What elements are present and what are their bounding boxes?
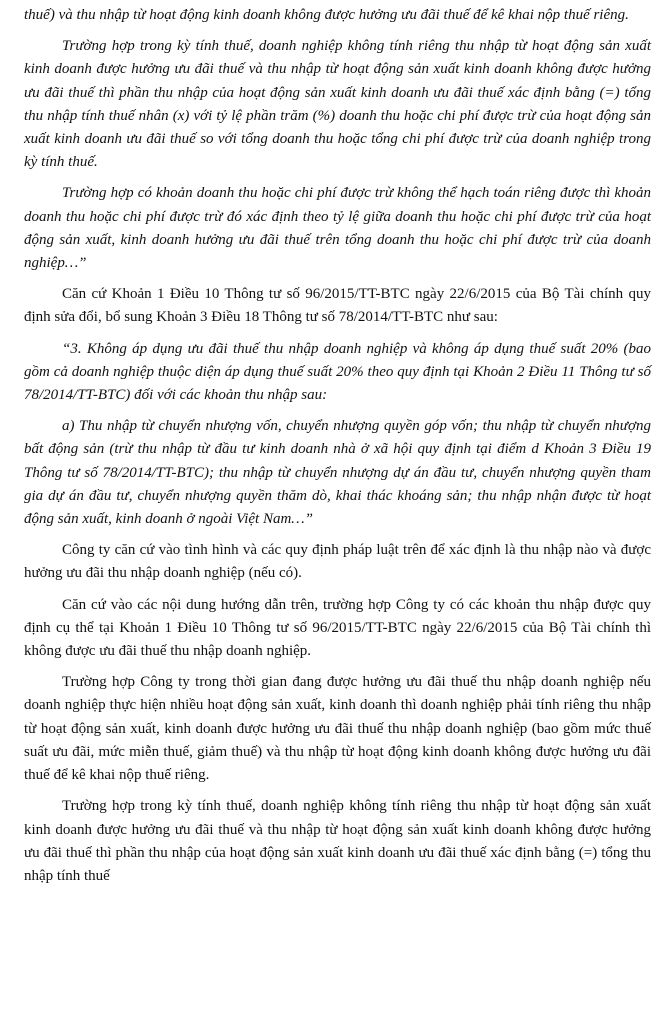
paragraph-5-italic-quote-clause-3: “3. Không áp dụng ưu đãi thuế thu nhập doanh nghiệp và không áp dụng thuế suất 20% (bao gồm cả doanh nghiệp thuộc diện áp dụng thuế suất 20% theo quy định tại Khoản 2 Điều 11 Thông tư số 78/2014/TT-BTC) đối với các khoản thu nhập sau: [24, 340, 651, 404]
paragraph-2-italic-income-allocation: Trường hợp trong kỳ tính thuế, doanh nghiệp không tính riêng thu nhập từ hoạt động sản xuất kinh doanh được hưởng ưu đãi thuế và thu nhập từ hoạt động sản xuất kinh doanh không được hưởng ưu đãi thuế thì phần thu nhập của hoạt động sản xuất kinh doanh ưu đãi thuế xác định bằng (=) tổng thu nhập tính thuế nhân (x) với tỷ lệ phần trăm (%) doanh thu hoặc chi phí được trừ của hoạt động sản xuất kinh doanh ưu đãi thuế so với tổng doanh thu hoặc tổng chi phí được trừ của doanh nghiệp trong kỳ tính thuế. [24, 38, 651, 171]
paragraph-1-italic-continuation: thuế) và thu nhập từ hoạt động kinh doanh không được hưởng ưu đãi thuế để kê khai nộp thuế riêng. [24, 7, 629, 23]
paragraph-10-allocation-case: Trường hợp trong kỳ tính thuế, doanh nghiệp không tính riêng thu nhập từ hoạt động sản xuất kinh doanh được hưởng ưu đãi thuế và thu nhập từ hoạt động sản xuất kinh doanh không được hưởng ưu đãi thuế thì phần thu nhập của hoạt động sản xuất kinh doanh ưu đãi thuế xác định bằng (=) tổng thu nhập tính thuế [24, 798, 651, 884]
paragraph-7-company-determination: Công ty căn cứ vào tình hình và các quy định pháp luật trên để xác định là thu nhập nào và được hưởng ưu đãi thu nhập doanh nghiệp (nếu có). [24, 542, 651, 582]
paragraph-6-italic-quote-item-a: a) Thu nhập từ chuyển nhượng vốn, chuyển nhượng quyền góp vốn; thu nhập từ chuyển nhượng bất động sản (trừ thu nhập từ đầu tư kinh doanh nhà ở xã hội quy định tại điểm d Khoản 3 Điều 19 Thông tư số 78/2014/TT-BTC); thu nhập từ chuyển nhượng dự án đầu tư, chuyển nhượng quyền tham gia dự án đầu tư, chuyển nhượng quyền thăm dò, khai thác khoáng sản; thu nhập nhận được từ hoạt động sản xuất, kinh doanh ở ngoài Việt Nam…” [24, 418, 651, 528]
paragraph-3-italic-revenue-ratio: Trường hợp có khoản doanh thu hoặc chi phí được trừ không thể hạch toán riêng được thì khoản doanh thu hoặc chi phí được trừ đó xác định theo tỷ lệ giữa doanh thu hoặc chi phí được trừ của hoạt động sản xuất, kinh doanh hưởng ưu đãi thuế trên tổng doanh thu hoặc chi phí được trừ của doanh nghiệp…” [24, 185, 651, 272]
paragraph-8-guidance-conclusion: Căn cứ vào các nội dung hướng dẫn trên, trường hợp Công ty có các khoản thu nhập được quy định cụ thể tại Khoản 1 Điều 10 Thông tư số 96/2015/TT-BTC ngày 22/6/2015 của Bộ Tài chính thì không được ưu đãi thuế thu nhập doanh nghiệp. [24, 596, 651, 660]
paragraph-9-separate-accounting: Trường hợp Công ty trong thời gian đang được hưởng ưu đãi thuế thu nhập doanh nghiệp nếu doanh nghiệp thực hiện nhiều hoạt động sản xuất, kinh doanh thì doanh nghiệp phải tính riêng thu nhập từ hoạt động sản xuất, kinh doanh được hưởng ưu đãi thuế thu nhập doanh nghiệp (bao gồm mức thuế suất ưu đãi, mức miễn thuế, giảm thuế) và thu nhập từ hoạt động kinh doanh không được hưởng ưu đãi thuế để kê khai nộp thuế riêng. [24, 674, 651, 784]
paragraph-4-legal-basis: Căn cứ Khoản 1 Điều 10 Thông tư số 96/2015/TT-BTC ngày 22/6/2015 của Bộ Tài chính quy định sửa đổi, bổ sung Khoản 3 Điều 18 Thông tư số 78/2014/TT-BTC như sau: [24, 286, 651, 326]
